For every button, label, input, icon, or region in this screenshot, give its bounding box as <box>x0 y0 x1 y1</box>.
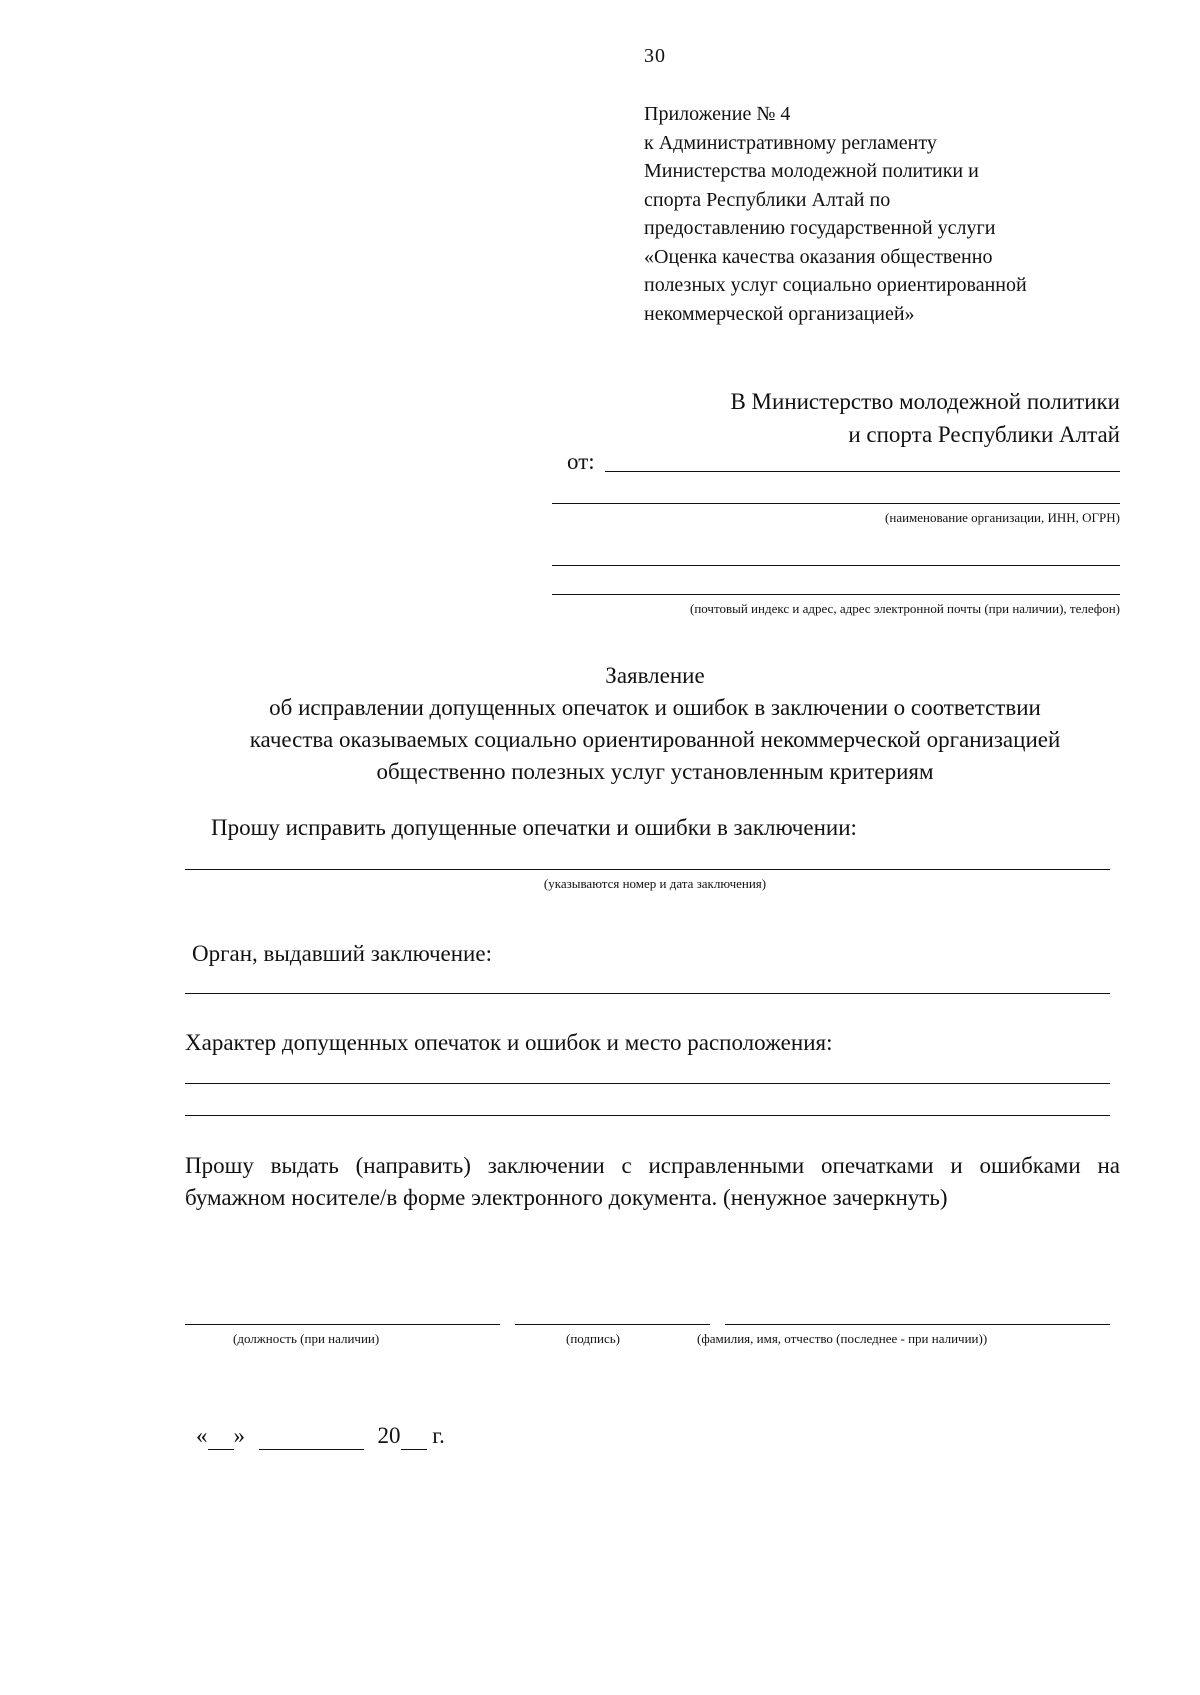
date-line <box>196 1423 445 1450</box>
appendix-line: спорта Республики Алтай по <box>644 188 891 211</box>
appendix-line: предоставлению государственной услуги <box>644 217 996 239</box>
position-caption: (должность (при наличии) <box>233 1331 380 1346</box>
address-caption: (почтовый индекс и адрес, адрес электронной почты (при наличии), телефон) <box>689 601 1120 616</box>
errors-field-line-2[interactable] <box>185 1115 1110 1116</box>
title-line: об исправлении допущенных опечаток и ошибок в заключении о соответствии <box>269 695 1041 720</box>
position-field-line[interactable] <box>185 1324 500 1325</box>
page-number: 30 <box>644 45 666 67</box>
errors-nature-label: Характер допущенных опечаток и ошибок и место расположения: <box>185 1030 833 1055</box>
authority-label: Орган, выдавший заключение: <box>192 941 492 966</box>
full-name-caption: (фамилия, имя, отчество (последнее - при наличии)) <box>697 1331 988 1346</box>
full-name-field-line[interactable] <box>725 1324 1110 1325</box>
from-field-line[interactable] <box>605 471 1120 472</box>
recipient-line-2: и спорта Республики Алтай <box>848 422 1120 447</box>
date-open-quote: « <box>196 1423 208 1448</box>
address-field-line-2[interactable] <box>552 594 1120 595</box>
appendix-line: Министерства молодежной политики и <box>644 160 979 182</box>
month-field[interactable] <box>259 1423 364 1450</box>
year-prefix: 20 <box>377 1423 401 1448</box>
conclusion-caption: (указываются номер и дата заключения) <box>543 876 767 891</box>
appendix-line: некоммерческой организацией» <box>644 302 915 325</box>
appendix-line: к Административному регламенту <box>644 131 937 154</box>
title-line: общественно полезных услуг установленным критериям <box>376 759 934 784</box>
appendix-line: «Оценка качества оказания общественно <box>644 245 993 268</box>
recipient-line-1: В Министерство молодежной политики <box>730 389 1120 414</box>
title-heading: Заявление <box>605 663 705 688</box>
document-title <box>0 660 1200 788</box>
recipient-block <box>730 385 1120 451</box>
year-suffix: г. <box>432 1423 445 1448</box>
signature-field-line[interactable] <box>515 1324 710 1325</box>
appendix-header <box>644 100 1027 328</box>
correction-request-text: Прошу исправить допущенные опечатки и ошибки в заключении: <box>211 815 857 840</box>
errors-field-line-1[interactable] <box>185 1083 1110 1084</box>
signature-caption: (подпись) <box>566 1331 620 1346</box>
authority-field-line[interactable] <box>185 993 1110 994</box>
organization-caption: (наименование организации, ИНН, ОГРН) <box>885 510 1120 525</box>
title-line: качества оказываемых социально ориентированной некоммерческой организацией <box>249 727 1061 752</box>
day-field[interactable] <box>208 1423 234 1450</box>
date-close-quote: » <box>233 1423 245 1448</box>
appendix-line: Приложение № 4 <box>644 103 791 125</box>
year-field[interactable] <box>401 1423 427 1450</box>
organization-field-line[interactable] <box>552 503 1120 504</box>
appendix-line: полезных услуг социально ориентированной <box>644 274 1027 296</box>
conclusion-number-field-line[interactable] <box>185 869 1110 870</box>
issue-request-paragraph: Прошу выдать (направить) заключении с исправленными опечатками и ошибками на бумажном носителе/в форме электронного документа. (ненужное зачеркнуть) <box>185 1153 1120 1210</box>
from-label: от: <box>567 449 595 474</box>
address-field-line-1[interactable] <box>552 565 1120 566</box>
